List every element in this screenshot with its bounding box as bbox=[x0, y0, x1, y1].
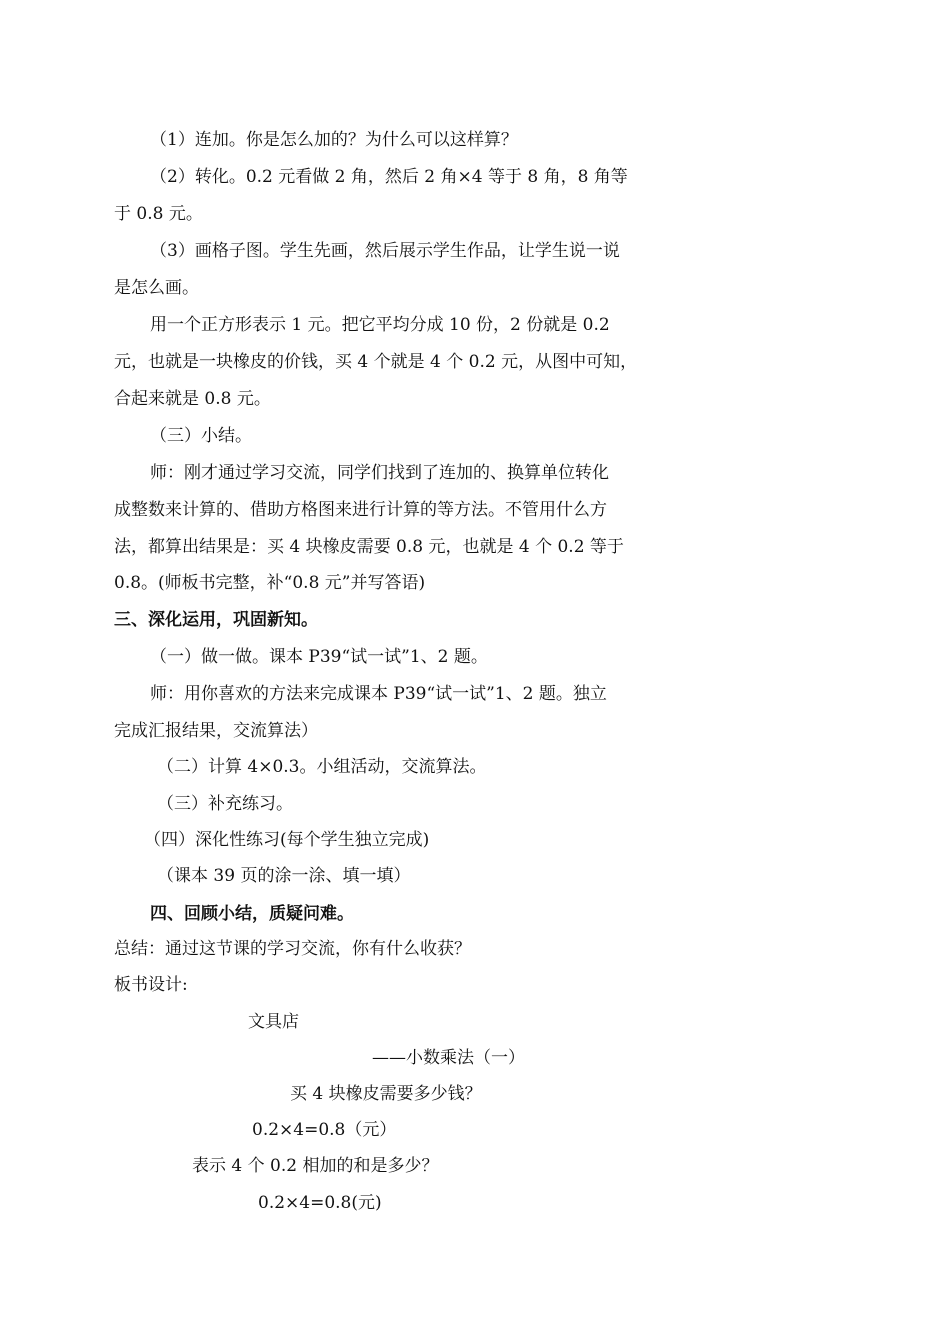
paragraph-line: （课本 39 页的涂一涂、填一填） bbox=[157, 866, 411, 886]
section-heading: （三）小结。 bbox=[150, 426, 252, 446]
board-question: 买 4 块橡皮需要多少钱？ bbox=[290, 1084, 482, 1104]
paragraph-line: （四）深化性练习(每个学生独立完成) bbox=[144, 830, 430, 850]
board-equation: 0.2×4=0.8(元) bbox=[258, 1193, 382, 1213]
section-heading: 三、深化运用，巩固新知。 bbox=[114, 610, 318, 630]
section-heading: 四、回顾小结，质疑问难。 bbox=[150, 904, 354, 924]
board-title: 文具店 bbox=[248, 1012, 299, 1032]
paragraph-line: 合起来就是 0.8 元。 bbox=[114, 389, 271, 409]
paragraph-line: 完成汇报结果，交流算法） bbox=[114, 721, 318, 741]
paragraph-line: 成整数来计算的、借助方格图来进行计算的等方法。不管用什么方 bbox=[114, 500, 607, 520]
paragraph-line: （2）转化。0.2 元看做 2 角，然后 2 角×4 等于 8 角，8 角等 bbox=[150, 167, 628, 187]
paragraph-line: 师：刚才通过学习交流，同学们找到了连加的、换算单位转化 bbox=[150, 463, 609, 483]
paragraph-line: （一）做一做。课本 P39“试一试”1、2 题。 bbox=[150, 647, 488, 667]
paragraph-line: 于 0.8 元。 bbox=[114, 204, 203, 224]
paragraph-line: （3）画格子图。学生先画，然后展示学生作品，让学生说一说 bbox=[150, 241, 620, 261]
paragraph-line: （三）补充练习。 bbox=[157, 794, 293, 814]
paragraph-line: 师：用你喜欢的方法来完成课本 P39“试一试”1、2 题。独立 bbox=[150, 684, 607, 704]
paragraph-line: （1）连加。你是怎么加的？为什么可以这样算？ bbox=[150, 130, 518, 150]
board-subtitle: ——小数乘法（一） bbox=[372, 1048, 525, 1068]
paragraph-line: 元，也就是一块橡皮的价钱，买 4 个就是 4 个 0.2 元，从图中可知， bbox=[114, 352, 638, 372]
board-equation: 0.2×4=0.8（元） bbox=[252, 1120, 397, 1140]
paragraph-line: 总结：通过这节课的学习交流，你有什么收获？ bbox=[114, 939, 471, 959]
paragraph-line: 法，都算出结果是：买 4 块橡皮需要 0.8 元，也就是 4 个 0.2 等于 bbox=[114, 537, 624, 557]
board-question: 表示 4 个 0.2 相加的和是多少？ bbox=[192, 1156, 439, 1176]
paragraph-line: 0.8。(师板书完整，补“0.8 元”并写答语) bbox=[114, 573, 426, 593]
paragraph-line: 用一个正方形表示 1 元。把它平均分成 10 份，2 份就是 0.2 bbox=[150, 315, 610, 335]
paragraph-line: （二）计算 4×0.3。小组活动，交流算法。 bbox=[157, 757, 487, 777]
paragraph-line: 是怎么画。 bbox=[114, 278, 199, 298]
paragraph-line: 板书设计: bbox=[114, 975, 188, 995]
